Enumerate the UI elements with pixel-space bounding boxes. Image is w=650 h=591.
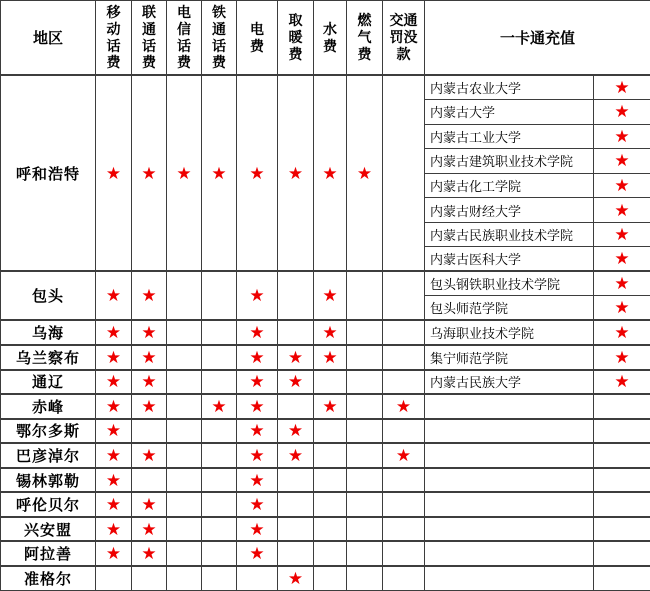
star-cell-heating — [278, 517, 314, 542]
star-cell-electricity: ★ — [237, 517, 278, 542]
star-cell-electricity: ★ — [237, 370, 278, 395]
star-cell-heating — [278, 492, 314, 517]
star-cell-traffic-fine — [383, 468, 425, 493]
star-cell-heating: ★ — [278, 566, 314, 591]
star-cell-gas — [347, 271, 383, 320]
star-cell-gas — [347, 541, 383, 566]
star-cell-gas — [347, 370, 383, 395]
card-recharge-star-cell: ★ — [594, 75, 650, 100]
region-row — [1, 566, 650, 591]
col-header-electricity-fee-label: 电费 — [249, 20, 264, 54]
star-cell-water: ★ — [314, 320, 347, 345]
star-cell-heating — [278, 394, 314, 419]
star-cell-telecom — [167, 271, 202, 320]
star-cell-unicom: ★ — [132, 517, 167, 542]
star-cell-water: ★ — [314, 271, 347, 320]
star-cell-tietong — [202, 345, 237, 370]
star-cell-telecom — [167, 517, 202, 542]
star-cell-traffic-fine — [383, 320, 425, 345]
region-name-cell: 准格尔 — [1, 566, 96, 591]
card-recharge-name-cell — [425, 443, 594, 468]
card-recharge-star-cell: ★ — [594, 271, 650, 296]
card-recharge-name-cell: 内蒙古建筑职业技术学院 — [425, 149, 594, 174]
card-recharge-name-cell: 乌海职业技术学院 — [425, 320, 594, 345]
star-cell-tietong — [202, 492, 237, 517]
card-recharge-star-cell — [594, 468, 650, 493]
region-row — [1, 271, 650, 296]
star-cell-mobile: ★ — [96, 443, 132, 468]
card-recharge-star-cell: ★ — [594, 198, 650, 223]
star-cell-unicom — [132, 566, 167, 591]
star-cell-tietong — [202, 468, 237, 493]
region-name-cell: 乌海 — [1, 320, 96, 345]
region-name-cell: 阿拉善 — [1, 541, 96, 566]
star-cell-electricity: ★ — [237, 345, 278, 370]
col-header-tietong-fee-label: 铁通话费 — [211, 3, 226, 71]
col-header-gas-fee-label: 燃气费 — [357, 12, 372, 62]
star-cell-mobile: ★ — [96, 320, 132, 345]
col-header-water-fee-label: 水费 — [322, 20, 337, 54]
star-cell-water — [314, 468, 347, 493]
card-recharge-name-cell: 内蒙古民族职业技术学院 — [425, 222, 594, 247]
region-name-cell: 鄂尔多斯 — [1, 419, 96, 444]
card-recharge-star-cell: ★ — [594, 320, 650, 345]
col-header-electricity-fee — [237, 1, 278, 76]
card-recharge-star-cell: ★ — [594, 222, 650, 247]
region-name-cell: 兴安盟 — [1, 517, 96, 542]
star-cell-unicom: ★ — [132, 75, 167, 271]
star-cell-water — [314, 492, 347, 517]
region-row — [1, 394, 650, 419]
star-cell-unicom: ★ — [132, 320, 167, 345]
star-cell-traffic-fine — [383, 517, 425, 542]
card-recharge-name-cell — [425, 541, 594, 566]
card-recharge-star-cell: ★ — [594, 173, 650, 198]
star-cell-tietong — [202, 419, 237, 444]
region-row — [1, 419, 650, 444]
card-recharge-name-cell: 内蒙古医科大学 — [425, 247, 594, 272]
region-row — [1, 443, 650, 468]
card-recharge-star-cell: ★ — [594, 100, 650, 125]
region-row — [1, 345, 650, 370]
card-recharge-name-cell: 集宁师范学院 — [425, 345, 594, 370]
card-recharge-name-cell: 包头师范学院 — [425, 296, 594, 321]
star-cell-gas — [347, 443, 383, 468]
star-cell-mobile: ★ — [96, 492, 132, 517]
col-header-telecom-fee-label: 电信话费 — [176, 3, 191, 71]
star-cell-heating — [278, 271, 314, 320]
star-cell-unicom: ★ — [132, 492, 167, 517]
star-cell-electricity: ★ — [237, 271, 278, 320]
col-header-telecom-fee — [167, 1, 202, 76]
star-cell-traffic-fine — [383, 492, 425, 517]
col-header-heating-fee — [278, 1, 314, 76]
star-cell-mobile — [96, 566, 132, 591]
star-cell-electricity: ★ — [237, 443, 278, 468]
star-cell-electricity — [237, 566, 278, 591]
star-cell-gas — [347, 394, 383, 419]
col-header-gas-fee — [347, 1, 383, 76]
table-body — [1, 75, 650, 591]
star-cell-gas — [347, 517, 383, 542]
col-header-traffic-fine-label: 交通罚没款 — [389, 12, 418, 62]
star-cell-telecom — [167, 541, 202, 566]
star-cell-telecom — [167, 443, 202, 468]
star-cell-unicom: ★ — [132, 370, 167, 395]
star-cell-traffic-fine — [383, 345, 425, 370]
star-cell-water: ★ — [314, 75, 347, 271]
star-cell-tietong — [202, 271, 237, 320]
card-recharge-name-cell: 内蒙古民族大学 — [425, 370, 594, 395]
region-name-cell: 呼伦贝尔 — [1, 492, 96, 517]
star-cell-mobile: ★ — [96, 271, 132, 320]
star-cell-traffic-fine — [383, 566, 425, 591]
card-recharge-star-cell: ★ — [594, 296, 650, 321]
card-recharge-name-cell: 内蒙古工业大学 — [425, 124, 594, 149]
star-cell-tietong — [202, 320, 237, 345]
star-cell-mobile: ★ — [96, 419, 132, 444]
star-cell-heating — [278, 541, 314, 566]
star-cell-water — [314, 419, 347, 444]
star-cell-mobile: ★ — [96, 345, 132, 370]
col-header-tietong-fee — [202, 1, 237, 76]
card-recharge-name-cell: 内蒙古化工学院 — [425, 173, 594, 198]
star-cell-heating: ★ — [278, 419, 314, 444]
col-header-heating-fee-label: 取暖费 — [288, 12, 303, 62]
star-cell-traffic-fine — [383, 419, 425, 444]
col-header-mobile-fee-label: 移动话费 — [106, 3, 121, 71]
region-name-cell: 呼和浩特 — [1, 75, 96, 271]
card-recharge-star-cell — [594, 394, 650, 419]
star-cell-heating: ★ — [278, 345, 314, 370]
col-header-card-recharge: 一卡通充值 — [425, 1, 650, 76]
star-cell-gas: ★ — [347, 75, 383, 271]
star-cell-telecom — [167, 566, 202, 591]
star-cell-telecom — [167, 492, 202, 517]
region-row — [1, 541, 650, 566]
star-cell-unicom — [132, 419, 167, 444]
star-cell-mobile: ★ — [96, 370, 132, 395]
card-recharge-name-cell — [425, 394, 594, 419]
star-cell-unicom: ★ — [132, 541, 167, 566]
star-cell-electricity: ★ — [237, 541, 278, 566]
card-recharge-star-cell: ★ — [594, 149, 650, 174]
star-cell-electricity: ★ — [237, 468, 278, 493]
star-cell-gas — [347, 345, 383, 370]
star-cell-gas — [347, 566, 383, 591]
star-cell-traffic-fine — [383, 75, 425, 271]
star-cell-telecom — [167, 394, 202, 419]
star-cell-heating: ★ — [278, 75, 314, 271]
star-cell-water: ★ — [314, 394, 347, 419]
card-recharge-name-cell — [425, 468, 594, 493]
star-cell-electricity: ★ — [237, 75, 278, 271]
star-cell-electricity: ★ — [237, 419, 278, 444]
star-cell-tietong: ★ — [202, 75, 237, 271]
star-cell-water: ★ — [314, 345, 347, 370]
star-cell-traffic-fine: ★ — [383, 394, 425, 419]
star-cell-traffic-fine — [383, 370, 425, 395]
region-row — [1, 517, 650, 542]
star-cell-gas — [347, 468, 383, 493]
card-recharge-name-cell — [425, 419, 594, 444]
card-recharge-star-cell — [594, 566, 650, 591]
star-cell-tietong — [202, 517, 237, 542]
star-cell-water — [314, 541, 347, 566]
star-cell-electricity: ★ — [237, 394, 278, 419]
card-recharge-name-cell — [425, 492, 594, 517]
col-header-region: 地区 — [1, 1, 96, 76]
star-cell-tietong — [202, 566, 237, 591]
star-cell-unicom — [132, 468, 167, 493]
star-cell-water — [314, 517, 347, 542]
star-cell-tietong — [202, 541, 237, 566]
star-cell-tietong: ★ — [202, 394, 237, 419]
card-recharge-star-cell: ★ — [594, 124, 650, 149]
card-recharge-name-cell: 内蒙古财经大学 — [425, 198, 594, 223]
star-cell-unicom: ★ — [132, 394, 167, 419]
col-header-mobile-fee — [96, 1, 132, 76]
star-cell-water — [314, 566, 347, 591]
card-recharge-star-cell: ★ — [594, 247, 650, 272]
star-cell-gas — [347, 419, 383, 444]
card-recharge-star-cell: ★ — [594, 345, 650, 370]
star-cell-water — [314, 370, 347, 395]
star-cell-telecom — [167, 370, 202, 395]
star-cell-electricity: ★ — [237, 320, 278, 345]
star-cell-mobile: ★ — [96, 517, 132, 542]
region-row — [1, 75, 650, 100]
region-row — [1, 320, 650, 345]
card-recharge-name-cell: 内蒙古农业大学 — [425, 75, 594, 100]
star-cell-telecom: ★ — [167, 75, 202, 271]
col-header-water-fee — [314, 1, 347, 76]
card-recharge-star-cell — [594, 492, 650, 517]
star-cell-gas — [347, 492, 383, 517]
card-recharge-name-cell: 包头钢铁职业技术学院 — [425, 271, 594, 296]
star-cell-heating: ★ — [278, 370, 314, 395]
star-cell-telecom — [167, 320, 202, 345]
star-cell-unicom: ★ — [132, 271, 167, 320]
star-cell-telecom — [167, 468, 202, 493]
star-cell-tietong — [202, 370, 237, 395]
region-name-cell: 通辽 — [1, 370, 96, 395]
star-cell-tietong — [202, 443, 237, 468]
region-name-cell: 赤峰 — [1, 394, 96, 419]
star-cell-telecom — [167, 419, 202, 444]
region-name-cell: 锡林郭勒 — [1, 468, 96, 493]
card-recharge-star-cell: ★ — [594, 370, 650, 395]
star-cell-heating — [278, 468, 314, 493]
star-cell-mobile: ★ — [96, 75, 132, 271]
card-recharge-star-cell — [594, 541, 650, 566]
star-cell-traffic-fine — [383, 271, 425, 320]
star-cell-water — [314, 443, 347, 468]
region-row — [1, 492, 650, 517]
star-cell-unicom: ★ — [132, 443, 167, 468]
star-cell-heating: ★ — [278, 443, 314, 468]
region-row — [1, 468, 650, 493]
card-recharge-name-cell: 内蒙古大学 — [425, 100, 594, 125]
region-name-cell: 乌兰察布 — [1, 345, 96, 370]
header-row — [1, 1, 650, 76]
card-recharge-star-cell — [594, 419, 650, 444]
star-cell-telecom — [167, 345, 202, 370]
star-cell-traffic-fine — [383, 541, 425, 566]
region-name-cell: 包头 — [1, 271, 96, 320]
col-header-traffic-fine — [383, 1, 425, 76]
col-header-unicom-fee — [132, 1, 167, 76]
card-recharge-star-cell — [594, 443, 650, 468]
card-recharge-name-cell — [425, 566, 594, 591]
star-cell-gas — [347, 320, 383, 345]
star-cell-electricity: ★ — [237, 492, 278, 517]
star-cell-mobile: ★ — [96, 541, 132, 566]
star-cell-heating — [278, 320, 314, 345]
region-row — [1, 370, 650, 395]
region-name-cell: 巴彦淖尔 — [1, 443, 96, 468]
star-cell-mobile: ★ — [96, 394, 132, 419]
star-cell-traffic-fine: ★ — [383, 443, 425, 468]
card-recharge-star-cell — [594, 517, 650, 542]
star-cell-unicom: ★ — [132, 345, 167, 370]
col-header-unicom-fee-label: 联通话费 — [141, 3, 156, 71]
card-recharge-name-cell — [425, 517, 594, 542]
star-cell-mobile: ★ — [96, 468, 132, 493]
